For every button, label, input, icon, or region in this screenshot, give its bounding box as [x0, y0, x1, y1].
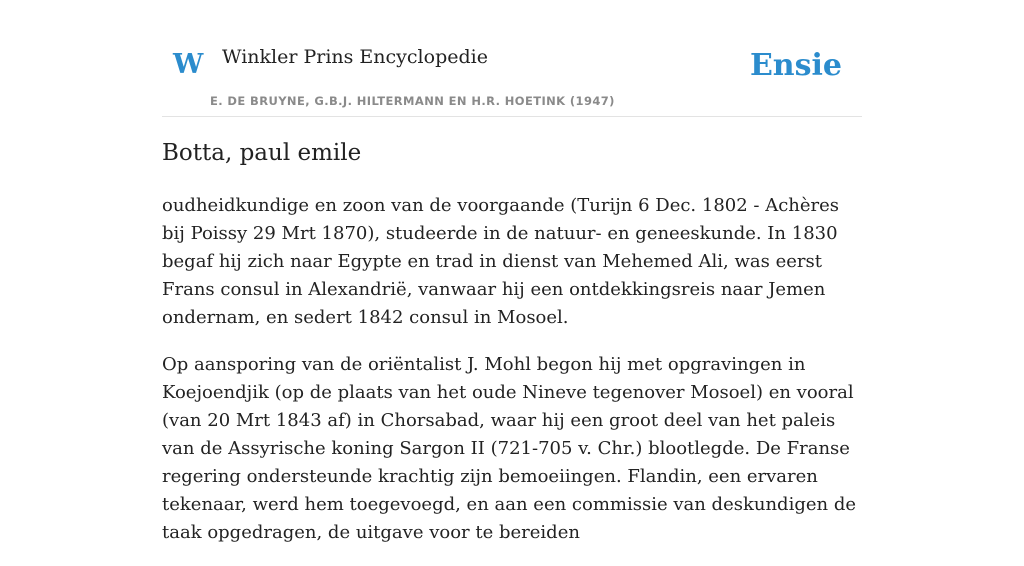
encyclopedia-logo[interactable]: W [173, 49, 204, 80]
book-authors: E. DE BRUYNE, G.B.J. HILTERMANN EN H.R. HOETINK (1947) [210, 94, 615, 108]
ensie-logo-link[interactable]: Ensie [749, 48, 842, 83]
entry-title: Botta, paul emile [162, 140, 362, 166]
entry-paragraph: Op aansporing van de oriëntalist J. Mohl begon hij met opgravingen in Koejoendjik (op de plaats van het oude Nineve tegenover Mosoel) en vooral (van 20 Mrt 1843 af) in Chorsabad, waar hij een groot deel van het paleis van de Assyrische koning Sargon II (721-705 v. Chr.) blootlegde. De Franse regering ondersteunde krachtig zijn bemoeiingen. Flandin, een ervaren tekenaar, werd hem toegevoegd, en aan een commissie van deskundigen de taak opgedragen, de uitgave voor te bereiden [162, 354, 857, 543]
entry-paragraph: oudheidkundige en zoon van de voorgaande (Turijn 6 Dec. 1802 - Achères bij Poissy 29 Mrt 1870), studeerde in de natuur- en geneeskunde. In 1830 begaf hij zich naar Egypte en trad in dienst van Mehemed Ali, was eerst Frans consul in Alexandrië, vanwaar hij een ontdekkingsreis naar Jemen ondernam, en sedert 1842 consul in Mosoel. [162, 195, 840, 328]
site-header [162, 0, 862, 117]
book-title-link[interactable]: Winkler Prins Encyclopedie [222, 46, 488, 68]
entry-body [162, 192, 862, 566]
